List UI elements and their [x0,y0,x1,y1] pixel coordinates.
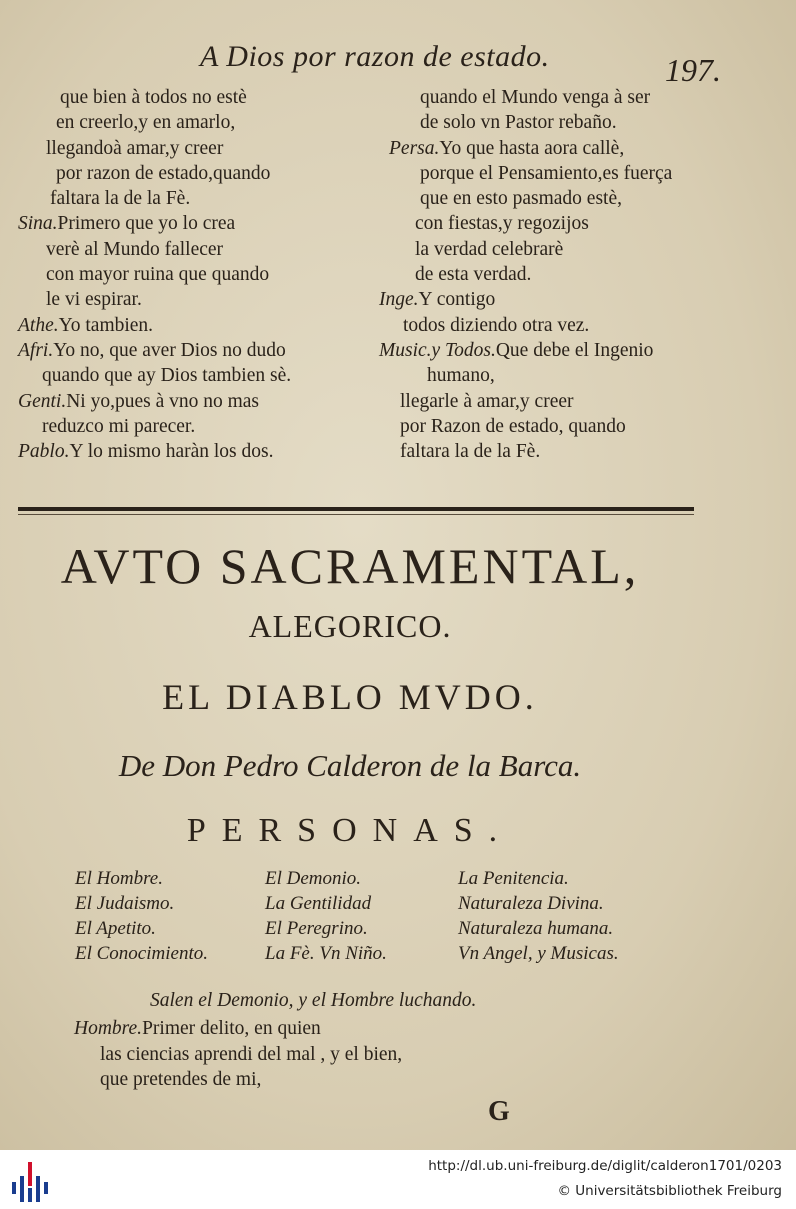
running-head: A Dios por razon de estado. [200,40,550,73]
verse-line [375,110,755,135]
verse-line [18,237,368,262]
speaker-name: Music.y Todos. [379,339,496,361]
verse-text: Yo no, que aver Dios no dudo [53,339,286,361]
verse-text: le vi espirar. [46,289,142,311]
verse-line [18,262,368,287]
play-title: AVTO SACRAMENTAL, [60,538,640,594]
dialogue-line: las ciencias aprendi del mal , y el bien, [100,1043,403,1065]
verse-line [375,363,755,388]
play-name: EL DIABLO MVDO. [162,677,538,717]
verse-line [18,211,368,236]
cast-member: Naturaleza Divina. [458,893,604,914]
cast-member: La Gentilidad [265,893,372,914]
verse-text: que en esto pasmado estè, [420,188,622,210]
cast-row [70,891,690,916]
verse-line [375,85,755,110]
verse-line [375,338,755,363]
verse-line [18,389,368,414]
cast-member: El Conocimiento. [75,943,208,964]
verse-text: faltara la de la Fè. [50,188,191,210]
speaker-name: Athe. [18,314,59,336]
verse-line [18,136,368,161]
verse-line [375,161,755,186]
verse-text: por Razon de estado, quando [400,415,626,437]
verse-line [18,110,368,135]
speaker-name: Pablo. [18,441,70,463]
ub-freiburg-logo-icon [10,1160,50,1202]
verse-text: Primero que yo lo crea [57,213,236,235]
play-subtitle: ALEGORICO. [248,608,452,644]
cast-member: El Demonio. [265,868,362,889]
speaker-name: Hombre. [74,1018,143,1039]
verse-line [18,186,368,211]
speaker-name: Afri. [18,339,54,361]
verse-text: que bien à todos no estè [60,87,247,108]
cast-member: Naturaleza humana. [458,918,614,939]
verse-text: Que debe el Ingenio [495,339,654,361]
author-line: De Don Pedro Calderon de la Barca. [118,748,582,783]
verse-text: Y lo mismo haràn los dos. [69,441,274,463]
verse-line [375,287,755,312]
speaker-name: Sina. [18,213,58,235]
cast-member: Vn Angel, y Musicas. [458,943,619,964]
section-divider [18,507,694,511]
verse-line [18,414,368,439]
copyright-notice: © Universitätsbibliothek Freiburg [557,1183,782,1199]
verse-column-right [375,85,755,464]
cast-list [70,866,690,966]
document-url[interactable]: http://dl.ub.uni-freiburg.de/diglit/calderon1701/0203 [428,1158,782,1174]
verse-line [18,85,368,110]
verse-text: en creerlo,y en amarlo, [56,112,236,134]
verse-text: Ni yo,pues à vno no mas [66,390,260,412]
opening-dialogue [74,1016,402,1093]
cast-member: La Fè. Vn Niño. [265,943,387,964]
verse-line [375,211,755,236]
printer-signature: G [488,1096,510,1127]
speaker-name: Genti. [18,390,67,412]
verse-line [18,313,368,338]
verse-text: llegarle à amar,y creer [400,390,574,412]
verse-text: faltara la de la Fè. [400,441,541,463]
verse-text: la verdad celebrarè [415,238,564,260]
speaker-name: Persa. [389,137,440,159]
verse-text: por razon de estado,quando [56,162,271,184]
speaker-name: Inge. [379,289,419,311]
dialogue-line: que pretendes de mi, [100,1069,262,1090]
verse-text: verè al Mundo fallecer [46,238,224,260]
verse-line [375,439,755,464]
verse-line [375,262,755,287]
verse-text: de esta verdad. [415,264,532,286]
viewer-footer [0,1150,796,1209]
verse-text: quando el Mundo venga à ser [420,87,651,108]
cast-row [70,941,690,966]
verse-column-left [18,85,368,464]
verse-text: todos diziendo otra vez. [403,314,590,336]
verse-text: de solo vn Pastor rebaño. [420,112,617,134]
cast-row [70,866,690,891]
cast-row [70,916,690,941]
verse-line [18,439,368,464]
verse-line [375,186,755,211]
stage-direction: Salen el Demonio, y el Hombre luchando. [150,990,477,1011]
page-number: 197. [665,52,721,88]
verse-text: Yo tambien. [58,314,154,336]
verse-text: quando que ay Dios tambien sè. [42,365,292,387]
cast-member: La Penitencia. [458,868,569,889]
verse-text: Yo que hasta aora callè, [439,137,625,159]
verse-text: humano, [427,365,495,387]
verse-line [375,389,755,414]
verse-line [18,363,368,388]
cast-member: El Hombre. [75,868,163,889]
verse-line [375,237,755,262]
cast-heading: PERSONAS. [186,812,514,849]
verse-line [375,414,755,439]
verse-text: reduzco mi parecer. [42,415,196,437]
verse-text: Y contigo [418,289,496,311]
verse-text: llegandoà amar,y creer [46,137,224,159]
cast-member: El Apetito. [75,918,156,939]
verse-text: porque el Pensamiento,es fuerça [420,162,673,184]
verse-line [18,161,368,186]
verse-line [375,313,755,338]
cast-member: El Judaismo. [75,893,175,914]
verse-text: con mayor ruina que quando [46,264,270,286]
dialogue-text: Primer delito, en quien [142,1018,321,1039]
verse-line [375,136,755,161]
verse-line [18,287,368,312]
cast-member: El Peregrino. [265,918,368,939]
dialogue-line [74,1016,402,1042]
verse-line [18,338,368,363]
verse-text: con fiestas,y regozijos [415,213,589,235]
